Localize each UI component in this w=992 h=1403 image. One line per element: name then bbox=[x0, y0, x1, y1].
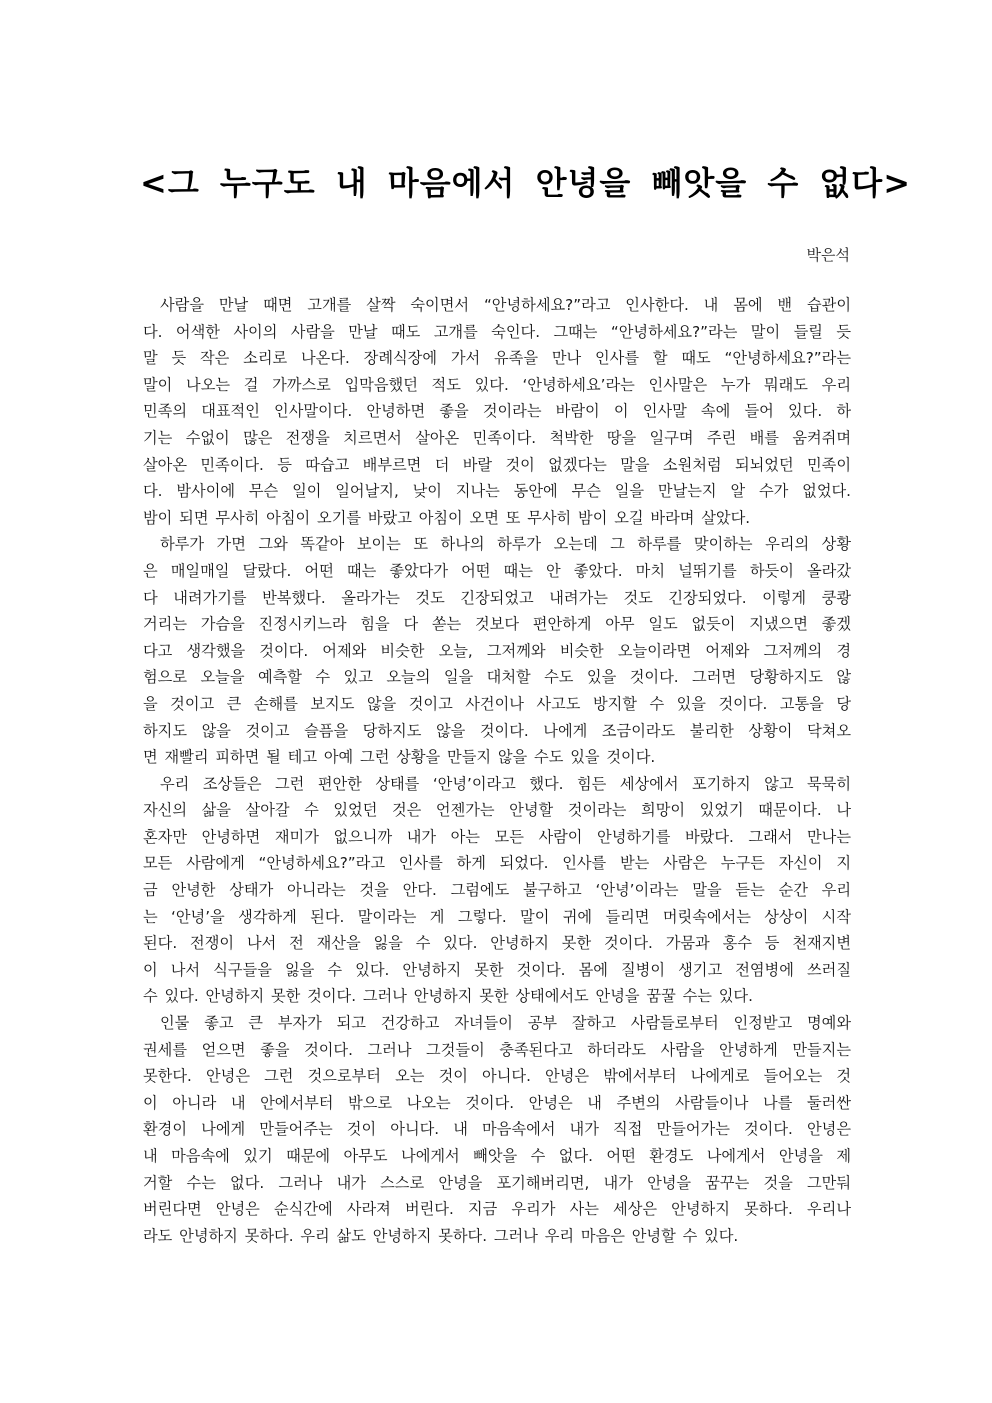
text-line: 이 아니라 내 안에서부터 밖으로 나오는 것이다. 안녕은 내 주변의 사람들이나 나를 둘러싼 bbox=[143, 1093, 851, 1112]
text-line: 우리 조상들은 그런 편안한 상태를 ‘안녕’이라고 했다. 힘든 세상에서 포기하지 않고 묵묵히 bbox=[160, 774, 851, 793]
paragraph bbox=[143, 771, 851, 1010]
text-line: 모든 사람에게 “안녕하세요?”라고 인사를 하게 되었다. 인사를 받는 사람은 누구든 자신이 지 bbox=[143, 854, 851, 873]
text-line: 거리는 가슴을 진정시키느라 힘을 다 쏟는 것보다 편안하게 아무 일도 없듯이 지냈으면 좋겠 bbox=[143, 615, 851, 634]
text-line: 말 듯 작은 소리로 나온다. 장례식장에 가서 유족을 만나 인사를 할 때도 “안녕하세요?”라는 bbox=[143, 349, 851, 368]
text-line: 험으로 오늘을 예측할 수 있고 오늘의 일을 대처할 수도 있을 것이다. 그러면 당황하지도 않 bbox=[143, 668, 851, 687]
text-line: 민족의 대표적인 인사말이다. 안녕하면 좋을 것이라는 바람이 이 인사말 속에 들어 있다. 하 bbox=[143, 402, 851, 421]
text-line: 인물 좋고 큰 부자가 되고 건강하고 자녀들이 공부 잘하고 사람들로부터 인정받고 명예와 bbox=[160, 1014, 851, 1033]
text-line: 살아온 민족이다. 등 따습고 배부르면 더 바랄 것이 없겠다는 말을 소원처럼 되뇌었던 민족이 bbox=[143, 455, 851, 474]
text-line: 다고 생각했을 것이다. 어제와 비슷한 오늘, 그저께와 비슷한 오늘이라면 어제와 그저께의 경 bbox=[143, 641, 851, 660]
text-line: 은 매일매일 달랐다. 어떤 때는 좋았다가 어떤 때는 안 좋았다. 마치 널뛰기를 하듯이 올라갔 bbox=[143, 561, 851, 580]
author-name: 박은석 bbox=[806, 246, 850, 264]
paragraph bbox=[143, 1010, 851, 1249]
text-line: 이 나서 식구들을 잃을 수 있다. 안녕하지 못한 것이다. 몸에 질병이 생기고 전염병에 쓰러질 bbox=[143, 960, 851, 979]
text-line: 하루가 가면 그와 똑같아 보이는 또 하나의 하루가 오는데 그 하루를 맞이하는 우리의 상황 bbox=[160, 535, 851, 554]
text-line: 는 ‘안녕’을 생각하게 된다. 말이라는 게 그렇다. 말이 귀에 들리면 머릿속에서는 상상이 시작 bbox=[143, 907, 851, 926]
text-line: 다. 밤사이에 무슨 일이 일어날지, 낮이 지나는 동안에 무슨 일을 만날는지 알 수가 없었다. bbox=[143, 482, 851, 501]
text-line: 면 재빨리 피하면 될 테고 아예 그런 상황을 만들지 않을 수도 있을 것이다. bbox=[143, 748, 656, 767]
text-line: 된다. 전쟁이 나서 전 재산을 잃을 수 있다. 안녕하지 못한 것이다. 가뭄과 홍수 등 천재지변 bbox=[143, 934, 851, 953]
text-line: 환경이 나에게 만들어주는 것이 아니다. 내 마음속에서 내가 직접 만들어가는 것이다. 안녕은 bbox=[143, 1120, 851, 1139]
text-line: 자신의 삶을 살아갈 수 있었던 것은 언젠가는 안녕할 것이라는 희망이 있었기 때문이다. 나 bbox=[143, 801, 851, 820]
text-line: 하지도 않을 것이고 슬픔을 당하지도 않을 것이다. 나에게 조금이라도 불리한 상황이 닥쳐오 bbox=[143, 721, 851, 740]
text-line: 을 것이고 큰 손해를 보지도 않을 것이고 사건이나 사고도 방지할 수 있을 것이다. 고통을 당 bbox=[143, 694, 851, 713]
text-line: 권세를 얻으면 좋을 것이다. 그러나 그것들이 충족된다고 하더라도 사람을 안녕하게 만들지는 bbox=[143, 1040, 851, 1059]
text-line: 기는 수없이 많은 전쟁을 치르면서 살아온 민족이다. 척박한 땅을 일구며 주린 배를 움켜쥐며 bbox=[143, 428, 851, 447]
text-line: 금 안녕한 상태가 아니라는 것을 안다. 그럼에도 불구하고 ‘안녕’이라는 말을 듣는 순간 우리 bbox=[143, 881, 851, 900]
text-line: 내 마음속에 있기 때문에 아무도 나에게서 빼앗을 수 없다. 어떤 환경도 나에게서 안녕을 제 bbox=[143, 1147, 851, 1165]
paragraph bbox=[143, 531, 851, 770]
essay-body bbox=[143, 292, 851, 1249]
text-line: 말이 나오는 걸 가까스로 입막음했던 적도 있다. ‘안녕하세요’라는 인사말은 누가 뭐래도 우리 bbox=[143, 375, 851, 394]
page-title: <그 누구도 내 마음에서 안녕을 빼앗을 수 없다> bbox=[140, 164, 912, 202]
text-line: 사람을 만날 때면 고개를 살짝 숙이면서 “안녕하세요?”라고 인사한다. 내 몸에 밴 습관이 bbox=[160, 296, 851, 314]
paragraph bbox=[143, 292, 851, 531]
text-line: 못한다. 안녕은 그런 것으로부터 오는 것이 아니다. 안녕은 밖에서부터 나에게로 들어오는 것 bbox=[143, 1067, 851, 1086]
text-line: 다 내려가기를 반복했다. 올라가는 것도 긴장되었고 내려가는 것도 긴장되었다. 이렇게 쿵쾅 bbox=[143, 588, 851, 607]
text-line: 라도 안녕하지 못하다. 우리 삶도 안녕하지 못하다. 그러나 우리 마음은 안녕할 수 있다. bbox=[143, 1226, 739, 1245]
text-line: 밤이 되면 무사히 아침이 오기를 바랐고 아침이 오면 또 무사히 밤이 오길 바라며 살았다. bbox=[143, 508, 751, 527]
text-line: 수 있다. 안녕하지 못한 것이다. 그러나 안녕하지 못한 상태에서도 안녕을 꿈꿀 수는 있다. bbox=[143, 987, 753, 1006]
text-line: 다. 어색한 사이의 사람을 만날 때도 고개를 숙인다. 그때는 “안녕하세요?”라는 말이 들릴 듯 bbox=[143, 322, 851, 341]
text-line: 혼자만 안녕하면 재미가 없으니까 내가 아는 모든 사람이 안녕하기를 바랐다. 그래서 만나는 bbox=[143, 827, 851, 846]
text-line: 버린다면 안녕은 순식간에 사라져 버린다. 지금 우리가 사는 세상은 안녕하지 못하다. 우리나 bbox=[143, 1200, 851, 1219]
text-line: 거할 수는 없다. 그러나 내가 스스로 안녕을 포기해버리면, 내가 안녕을 꿈꾸는 것을 그만둬 bbox=[143, 1173, 851, 1192]
